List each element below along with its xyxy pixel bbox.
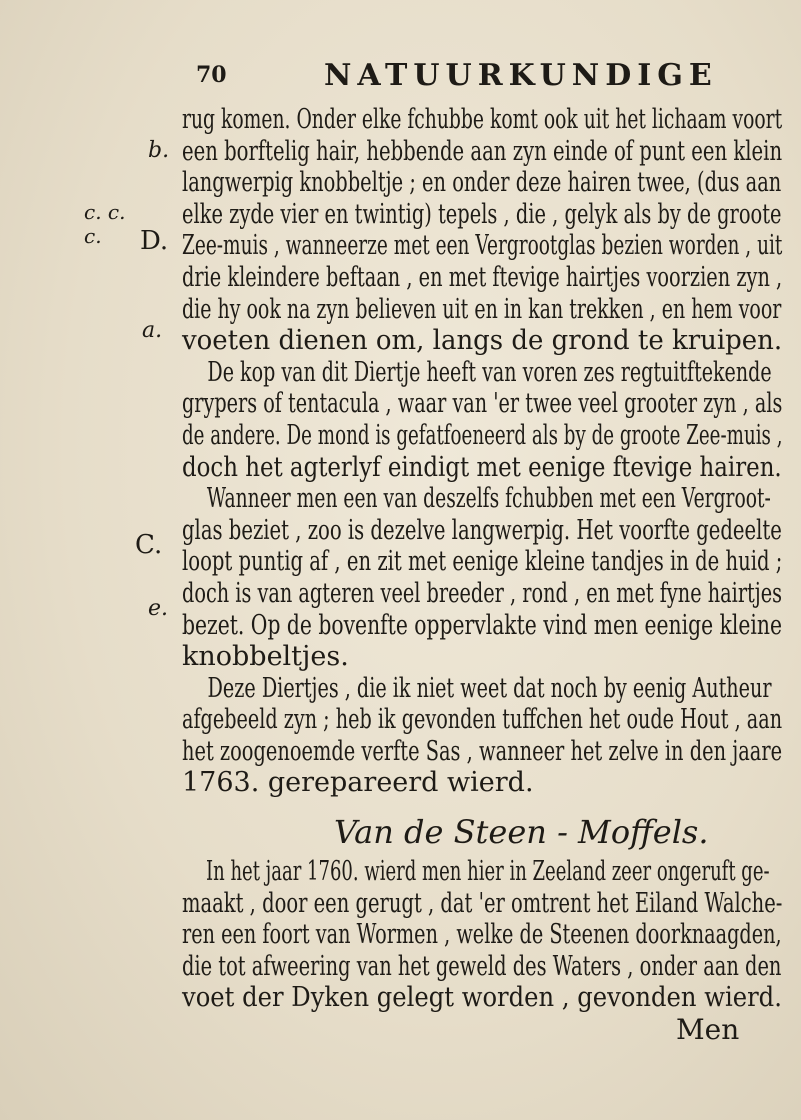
- text-line: elke zyde vier en twintig) tepels , die , gelyk als by de groote: [182, 198, 782, 230]
- text-line: glas beziet , zoo is dezelve langwerpig. Het voorfte gedeelte: [182, 514, 782, 546]
- text-line: ren een foort van Wormen , welke de Steenen doorknaagden,: [182, 919, 782, 951]
- text-line: een borftelig hair, hebbende aan zyn einde of punt een klein: [182, 135, 783, 167]
- text-line: rug komen. Onder elke fchubbe komt ook uit het lichaam voort: [182, 104, 783, 135]
- text-line: de andere. De mond is gefatfoeneerd als by de groote Zee-muis ,: [182, 419, 783, 451]
- text-line: langwerpig knobbeltje ; en onder deze hairen twee, (dus aan: [182, 167, 782, 199]
- body-text-section-1: [182, 104, 782, 799]
- text-line: loopt puntig af , en zit met eenige kleine tandjes in de huid ;: [182, 546, 783, 578]
- text-line: Deze Diertjes , die ik niet weet dat noch by eenig Autheur: [207, 672, 772, 704]
- margin-mark-b: b.: [148, 138, 170, 163]
- text-line: drie kleindere beftaan , en met ftevige hairtjes voorzien zyn ,: [182, 261, 783, 293]
- text-line: De kop van dit Diertje heeft van voren zes regtuitftekende: [207, 356, 772, 388]
- text-line: die hy ook na zyn believen uit en in kan trekken , en hem voor: [182, 293, 782, 325]
- margin-mark-D: D.: [140, 226, 169, 256]
- text-line: voet der Dyken gelegt worden , gevonden wierd.: [182, 982, 782, 1014]
- text-line: bezet. Op de bovenfte oppervlakte vind men eenige kleine: [182, 609, 782, 641]
- catchword: Men: [676, 1013, 740, 1046]
- text-line: doch is van agteren veel breeder , rond , en met fyne hairtjes: [182, 577, 783, 609]
- section-heading: Van de Steen - Moffels.: [334, 813, 709, 851]
- text-line: Wanneer men een van deszelfs fchubben met een Vergroot-: [206, 483, 771, 515]
- margin-mark-a: a.: [142, 318, 163, 343]
- text-line: knobbeltjes.: [182, 641, 349, 673]
- margin-mark-C: C.: [135, 530, 163, 560]
- page-header: [196, 58, 718, 93]
- text-line: die tot afweering van het geweld des Waters , onder aan den: [182, 950, 782, 982]
- text-line: voeten dienen om, langs de grond te kruipen.: [182, 325, 783, 357]
- text-line: In het jaar 1760. wierd men hier in Zeeland zeer ongeruft ge-: [206, 856, 770, 887]
- text-line: grypers of tentacula , waar van 'er twee veel grooter zyn , als: [182, 388, 783, 420]
- text-line: afgebeeld zyn ; heb ik gevonden tuffchen het oude Hout , aan: [182, 704, 783, 736]
- running-title: NATUURKUNDIGE: [324, 58, 718, 93]
- margin-mark-e: e.: [148, 596, 169, 621]
- text-line: doch het agterlyf eindigt met eenige ftevige hairen.: [182, 451, 782, 483]
- margin-mark-c: c. c. c.: [84, 200, 126, 248]
- text-line: 1763. gerepareerd wierd.: [182, 767, 534, 799]
- body-text-section-2: [182, 856, 782, 1014]
- text-line: het zoogenoemde verfte Sas , wanneer het zelve in den jaare: [182, 735, 783, 767]
- text-line: maakt , door een gerugt , dat 'er omtrent het Eiland Walche-: [182, 887, 783, 919]
- text-line: Zee-muis , wanneerze met een Vergrootglas bezien worden , uit: [182, 230, 783, 262]
- margin-marks: [0, 0, 170, 1120]
- page-number: 70: [196, 62, 227, 88]
